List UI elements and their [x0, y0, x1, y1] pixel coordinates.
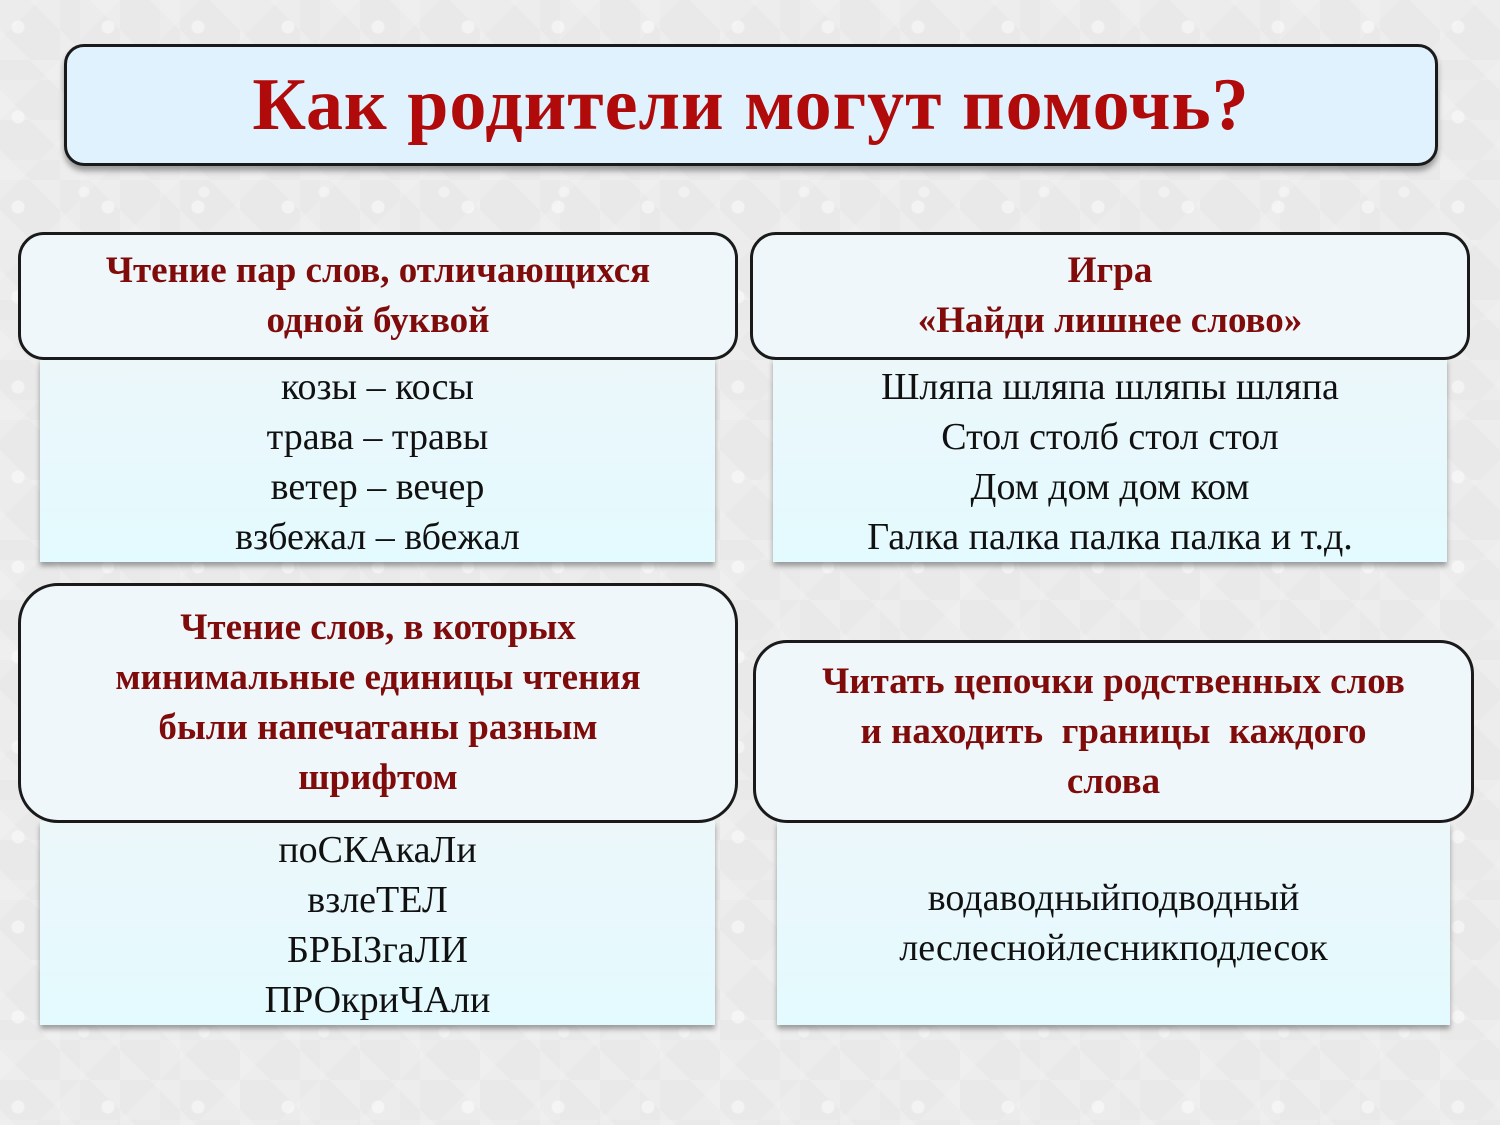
card-header-line: Игра — [1067, 250, 1153, 291]
card-header-word-pairs — [18, 232, 738, 360]
card-header-line: Читать цепочки родственных слов — [822, 660, 1405, 702]
title-box — [64, 44, 1438, 166]
card-body-word-chains — [777, 821, 1450, 1025]
card-body-odd-word-game — [773, 358, 1447, 562]
example-line: взлеТЕЛ — [307, 879, 448, 921]
example-line: Шляпа шляпа шляпы шляпа — [881, 366, 1339, 408]
example-line: козы – косы — [281, 366, 474, 408]
example-line: взбежал – вбежал — [235, 516, 520, 558]
page-title: Как родители могут помочь? — [252, 63, 1250, 146]
example-line: Дом дом дом ком — [970, 466, 1250, 508]
example-line: леслеснойлесникподлесок — [899, 927, 1328, 969]
card-body-word-pairs — [40, 358, 715, 562]
example-line: ПРОкриЧАли — [264, 979, 491, 1021]
card-body-mixed-fonts — [40, 821, 715, 1025]
card-header-line: Чтение пар слов, отличающихся — [105, 250, 651, 291]
card-header-word-chains — [753, 640, 1474, 823]
example-line: Галка палка палка палка и т.д. — [867, 516, 1353, 558]
card-header-line: шрифтом — [298, 757, 458, 798]
card-header-line: минимальные единицы чтения — [115, 657, 641, 698]
example-line: водаводныйподводный — [927, 877, 1300, 919]
example-line: поСКАкаЛи — [278, 829, 477, 871]
example-line: ветер – вечер — [270, 466, 485, 508]
card-header-line: «Найди лишнее слово» — [917, 300, 1303, 341]
card-header-line: одной буквой — [266, 300, 490, 341]
card-header-line: были напечатаны разным — [158, 707, 598, 748]
card-header-odd-word-game — [750, 232, 1470, 360]
card-header-line: слова — [1066, 760, 1161, 802]
card-header-line: и находить границы каждого — [860, 710, 1367, 752]
card-header-mixed-fonts — [18, 583, 738, 823]
example-line: трава – травы — [266, 416, 489, 458]
example-line: БРЫЗгаЛИ — [287, 929, 468, 971]
example-line: Стол столб стол стол — [941, 416, 1279, 458]
card-header-line: Чтение слов, в которых — [180, 607, 576, 648]
